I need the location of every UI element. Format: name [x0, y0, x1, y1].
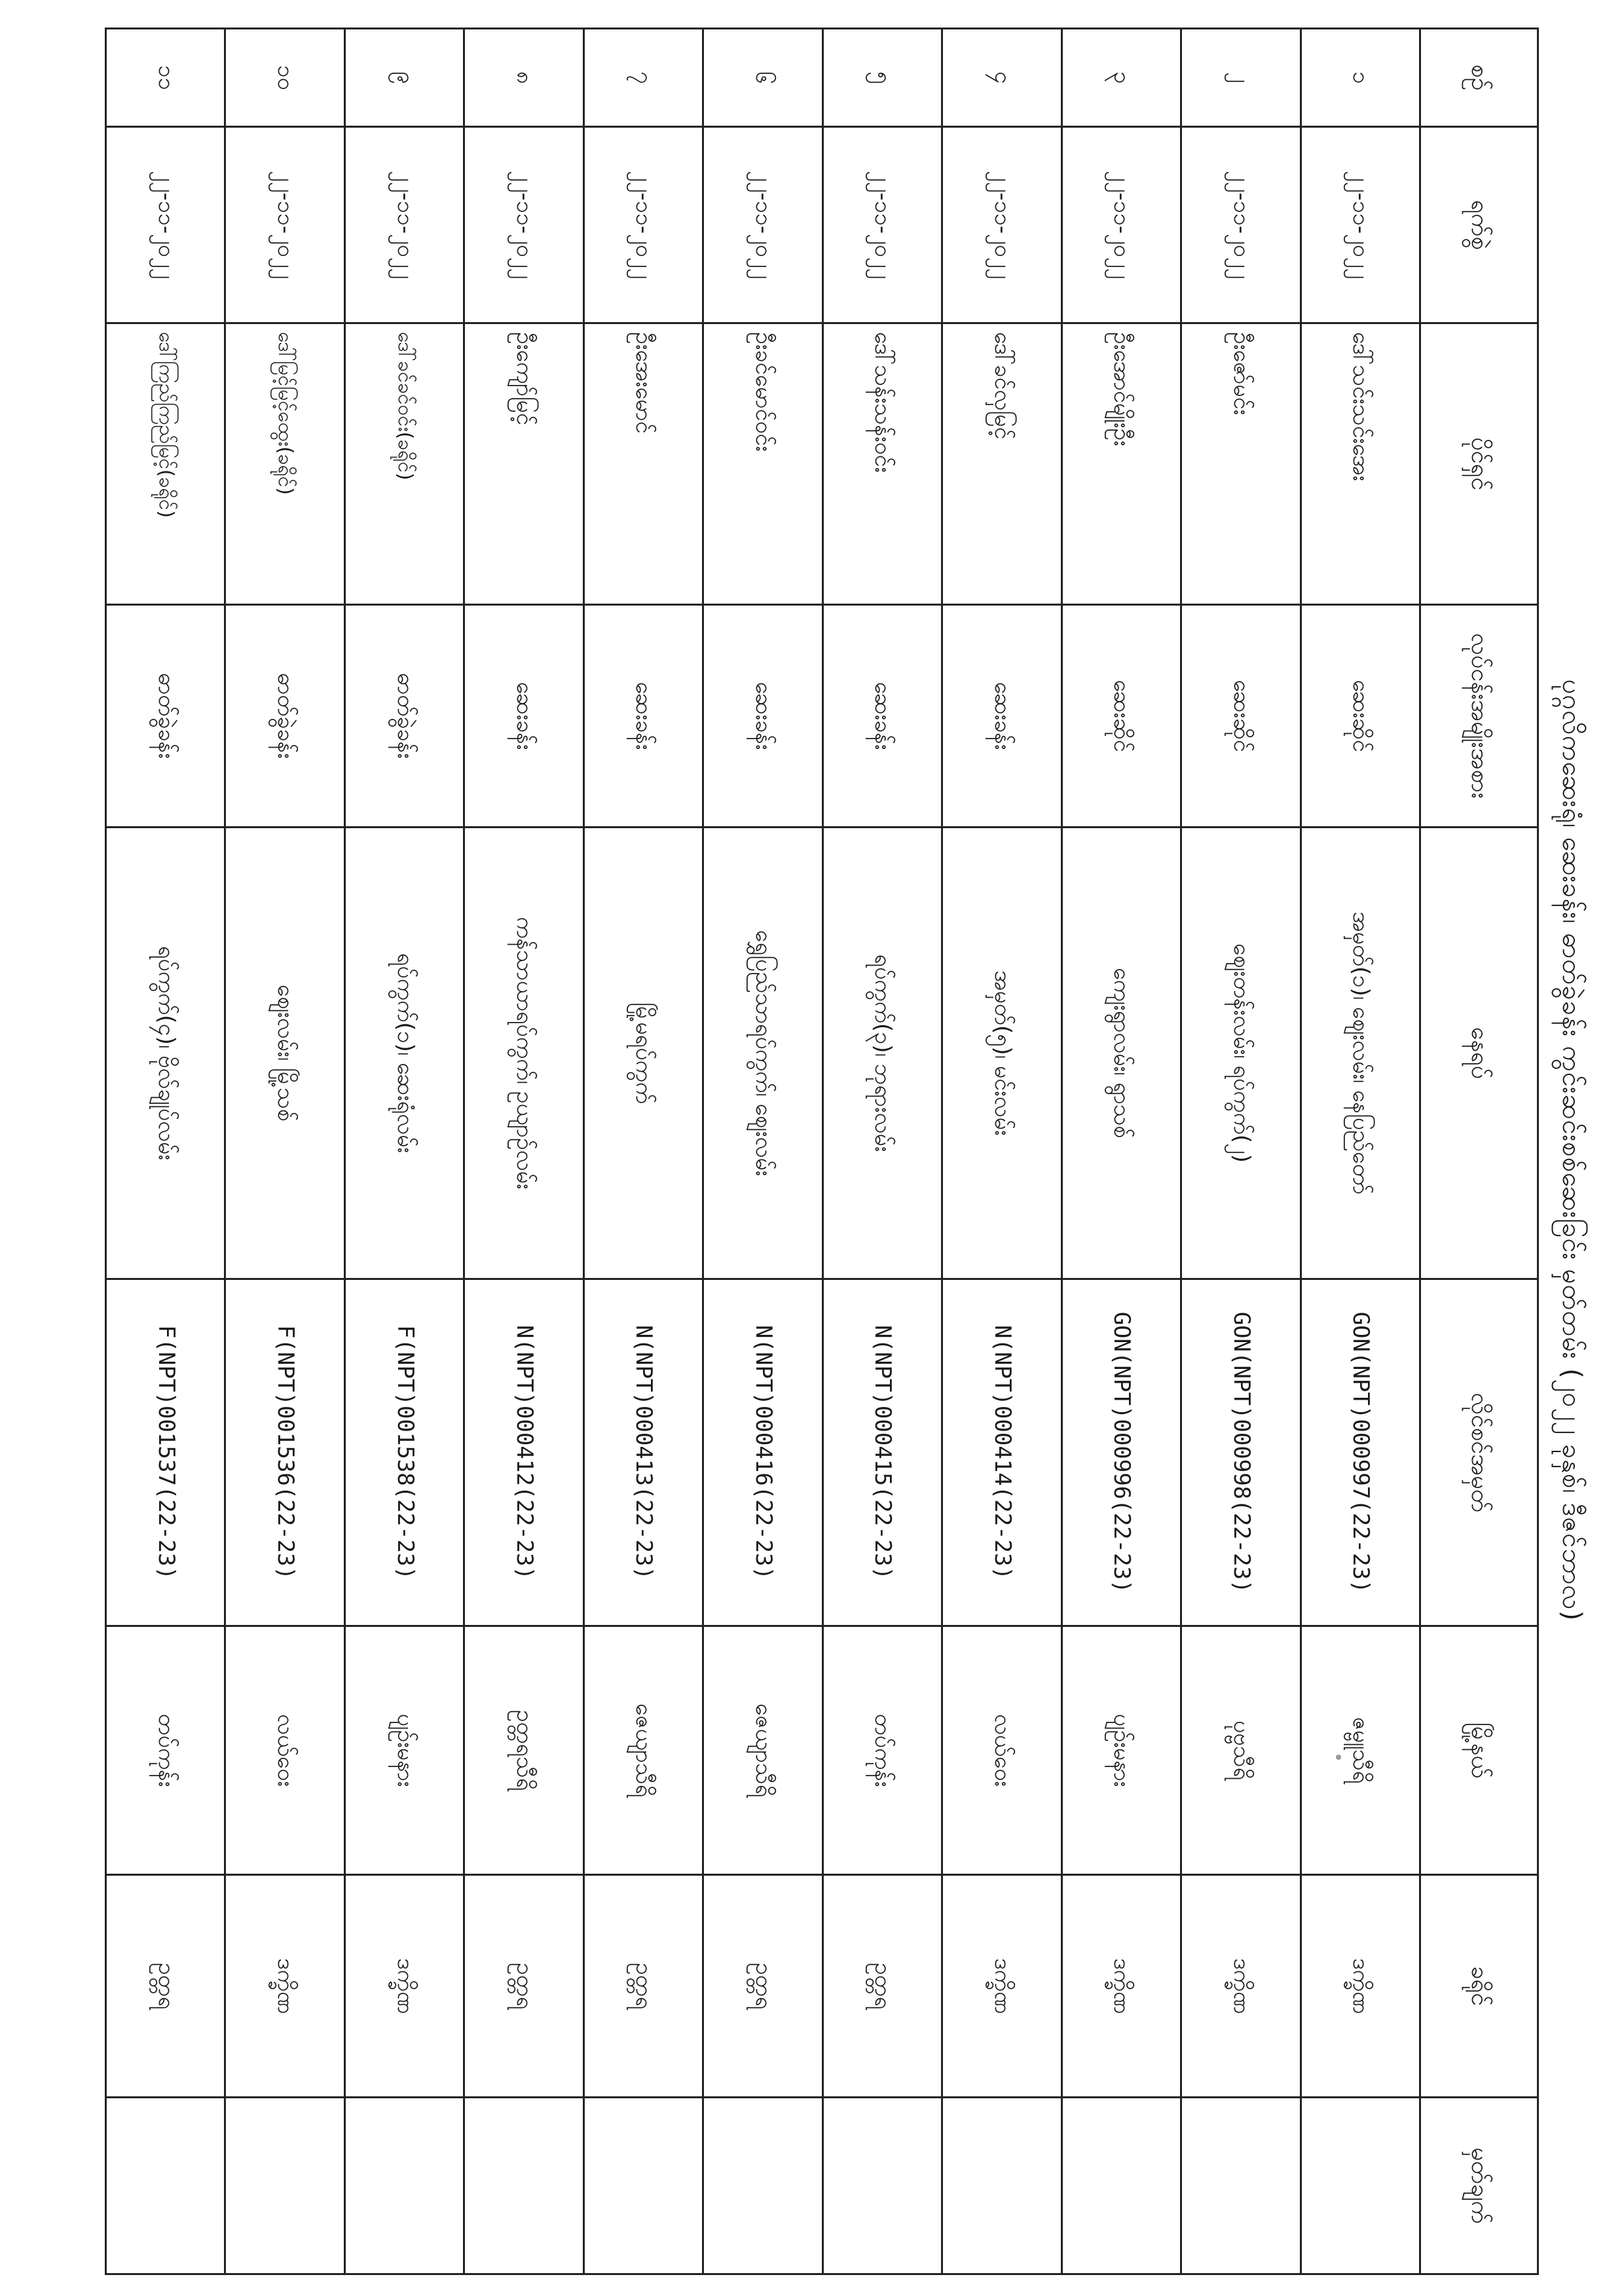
cell-district: ဒက္ခိဏ	[1061, 1875, 1181, 2098]
cell-date: ၂၂-၁၁-၂၀၂၂	[1061, 127, 1181, 323]
cell-license: N(NPT)000412(22-23)	[464, 1279, 583, 1626]
cell-township: ဇမ္ဗူသီရိ	[1301, 1626, 1420, 1875]
cell-date: ၂၂-၁၁-၂၀၂၂	[1301, 127, 1420, 323]
cell-license: N(NPT)000414(22-23)	[942, 1279, 1061, 1626]
cell-township: ပျဉ်းမနား	[1061, 1626, 1181, 1875]
cell-district: ဥတ္တရ	[106, 1875, 225, 2098]
table-header-row	[1420, 29, 1538, 2274]
cell-type: ဆေးခန်း	[703, 605, 822, 828]
cell-owner: ဒေါ်ခင်ခင်ဝင်း(ခရိုင်)	[344, 323, 464, 605]
cell-district: ဥတ္တရ	[583, 1875, 703, 2098]
cell-district: ဥတ္တရ	[464, 1875, 583, 2098]
cell-date: ၂၂-၁၁-၂၀၂၂	[1181, 127, 1301, 323]
cell-license: N(NPT)000416(22-23)	[703, 1279, 822, 1626]
cell-no: ၈	[464, 29, 583, 127]
header-no: စဉ်	[1420, 29, 1538, 127]
cell-date: ၂၂-၁၁-၂၀၂၂	[225, 127, 344, 323]
cell-no: ၆	[703, 29, 822, 127]
cell-no: ၁၁	[106, 29, 225, 127]
header-license: လိုင်စင်အမှတ်	[1420, 1279, 1538, 1626]
table-row	[822, 29, 942, 2274]
cell-no: ၁	[1301, 29, 1420, 127]
cell-address: ရပ်ကွက်(၃)၊ ဘုရားလမ်း	[822, 828, 942, 1279]
cell-date: ၂၂-၁၁-၂၀၂၂	[106, 127, 225, 323]
cell-address: ဈေးတန်းလမ်း၊ ရပ်ကွက်(၂)	[1181, 828, 1301, 1279]
header-district: ခရိုင်	[1420, 1875, 1538, 2098]
cell-remark	[464, 2098, 583, 2274]
cell-license: GON(NPT)000997(22-23)	[1301, 1279, 1420, 1626]
cell-no: ၅	[822, 29, 942, 127]
cell-district: ဒက္ခိဏ	[1301, 1875, 1420, 2098]
cell-township: ဇေယျာသီရိ	[583, 1626, 703, 1875]
header-date: ရက်စွဲ	[1420, 127, 1538, 323]
cell-address: ဈေးလမ်း၊ မြို့သစ်	[225, 828, 344, 1279]
table-row	[1061, 29, 1181, 2274]
cell-date: ၂၂-၁၁-၂၀၂၂	[583, 127, 703, 323]
cell-owner: ဦးဇော်မင်း	[1181, 323, 1301, 605]
cell-owner: ဦးခင်မောင်ဝင်း	[703, 323, 822, 605]
header-owner: ပိုင်ရှင်	[1420, 323, 1538, 605]
cell-no: ၉	[344, 29, 464, 127]
table-row	[942, 29, 1061, 2274]
cell-remark	[1301, 2098, 1420, 2274]
cell-license: F(NPT)001536(22-23)	[225, 1279, 344, 1626]
cell-owner: ဦးအောင်မျိုးဦး	[1061, 323, 1181, 605]
cell-remark	[225, 2098, 344, 2274]
cell-address: မြို့မရပ်ကွက်	[583, 828, 703, 1279]
cell-license: GON(NPT)000998(22-23)	[1181, 1279, 1301, 1626]
table-row	[703, 29, 822, 2274]
cell-remark	[822, 2098, 942, 2274]
cell-owner: ဦးအေးမောင်	[583, 323, 703, 605]
cell-district: ဒက္ခိဏ	[942, 1875, 1061, 2098]
table-row	[225, 29, 344, 2274]
cell-license: GON(NPT)000996(22-23)	[1061, 1279, 1181, 1626]
cell-address: ရပ်ကွက်(၁)၊ ဆေးရုံလမ်း	[344, 828, 464, 1279]
cell-owner: ဒေါ်ခင်လှမြင့်	[942, 323, 1061, 605]
cell-district: ဥတ္တရ	[703, 1875, 822, 2098]
cell-district: ဒက္ခိဏ	[1181, 1875, 1301, 2098]
cell-type: ဓာတ်ခွဲခန်း	[106, 605, 225, 828]
cell-township: လယ်ဝေး	[225, 1626, 344, 1875]
cell-owner: ဒေါ်ကြည်ကြည်မြင့်(ခရိုင်)	[106, 323, 225, 605]
table-row	[464, 29, 583, 2274]
cell-owner: ဒေါ်သန်းသန်းဝင်း	[822, 323, 942, 605]
cell-no: ၃	[1061, 29, 1181, 127]
cell-date: ၂၂-၁၁-၂၀၂၂	[822, 127, 942, 323]
cell-township: ပျဉ်းမနား	[344, 1626, 464, 1875]
cell-type: ဓာတ်ခွဲခန်း	[344, 605, 464, 828]
cell-remark	[583, 2098, 703, 2274]
cell-owner: ဒေါ်သင်းသင်းအေး	[1301, 323, 1420, 605]
document-title: ပုဂ္ဂလိကဆေးရုံ၊ ဆေးခန်း၊ ဓာတ်ခွဲခန်း ကွင်းဆင်းစစ်ဆေးခြင်း မှတ်တမ်း (၂၀၂၂ ခုနှစ်၊ ဒီဇင်ဘာလ)	[1557, 679, 1587, 1622]
table-row	[106, 29, 225, 2274]
cell-owner: ဦးကျော်မြင့်	[464, 323, 583, 605]
records-table	[105, 27, 1539, 2275]
cell-type: ဆေးခန်း	[822, 605, 942, 828]
cell-township: ပုဗ္ဗသီရိ	[1181, 1626, 1301, 1875]
cell-type: ဆေးခန်း	[583, 605, 703, 828]
cell-township: လယ်ဝေး	[942, 1626, 1061, 1875]
cell-license: F(NPT)001538(22-23)	[344, 1279, 464, 1626]
cell-address: အမှတ်(၁)၊ ဈေးလမ်း၊ နေပြည်တော်	[1301, 828, 1420, 1279]
cell-district: ဒက္ခိဏ	[225, 1875, 344, 2098]
cell-remark	[1061, 2098, 1181, 2274]
cell-license: N(NPT)000413(22-23)	[583, 1279, 703, 1626]
cell-address: အမှတ်(၅)၊ မင်းလမ်း	[942, 828, 1061, 1279]
table-row	[344, 29, 464, 2274]
cell-type: ဆေးခန်း	[464, 605, 583, 828]
cell-remark	[703, 2098, 822, 2274]
cell-no: ၇	[583, 29, 703, 127]
header-address: နေရပ်	[1420, 828, 1538, 1279]
cell-township: တပ်ကုန်း	[106, 1626, 225, 1875]
cell-date: ၂၂-၁၁-၂၀၂၂	[703, 127, 822, 323]
cell-type: ဆေးခန်း	[942, 605, 1061, 828]
cell-date: ၂၂-၁၁-၂၀၂၂	[464, 127, 583, 323]
cell-address: ရွှေပြည်သာရပ်ကွက်၊ ဈေးလမ်း	[703, 828, 822, 1279]
cell-township: ဥတ္တရသီရိ	[464, 1626, 583, 1875]
table-row	[583, 29, 703, 2274]
cell-no: ၄	[942, 29, 1061, 127]
cell-remark	[1181, 2098, 1301, 2274]
cell-township: ဇေယျာသီရိ	[703, 1626, 822, 1875]
cell-license: F(NPT)001537(22-23)	[106, 1279, 225, 1626]
cell-remark	[344, 2098, 464, 2274]
cell-type: ဆေးဆိုင်	[1061, 605, 1181, 828]
cell-address: ရပ်ကွက်(၄)၊ ဗိုလ်ချုပ်လမ်း	[106, 828, 225, 1279]
cell-type: ဓာတ်ခွဲခန်း	[225, 605, 344, 828]
table-body	[106, 29, 1420, 2274]
rotated-document	[92, 21, 1598, 2280]
cell-type: ဆေးဆိုင်	[1301, 605, 1420, 828]
table-row	[1181, 29, 1301, 2274]
header-remark: မှတ်ချက်	[1420, 2098, 1538, 2274]
cell-type: ဆေးဆိုင်	[1181, 605, 1301, 828]
cell-license: N(NPT)000415(22-23)	[822, 1279, 942, 1626]
cell-date: ၂၂-၁၁-၂၀၂၂	[344, 127, 464, 323]
cell-district: ဒက္ခိဏ	[344, 1875, 464, 2098]
header-type: လုပ်ငန်းအမျိုးအစား	[1420, 605, 1538, 828]
header-township: မြို့နယ်	[1420, 1626, 1538, 1875]
cell-district: ဥတ္တရ	[822, 1875, 942, 2098]
cell-remark	[942, 2098, 1061, 2274]
scan-speck	[1336, 1755, 1341, 1760]
cell-no: ၂	[1181, 29, 1301, 127]
table-row	[1301, 29, 1420, 2274]
cell-owner: ဒေါ်မြင့်မြင့်ထွေး(ခရိုင်)	[225, 323, 344, 605]
cell-remark	[106, 2098, 225, 2274]
cell-address: ကန်သာယာရပ်ကွက်၊ ဥယျာဉ်လမ်း	[464, 828, 583, 1279]
cell-address: ကျေးရွာလမ်း၊ ရွာသစ်	[1061, 828, 1181, 1279]
cell-date: ၂၂-၁၁-၂၀၂၂	[942, 127, 1061, 323]
cell-no: ၁၀	[225, 29, 344, 127]
cell-township: တပ်ကုန်း	[822, 1626, 942, 1875]
